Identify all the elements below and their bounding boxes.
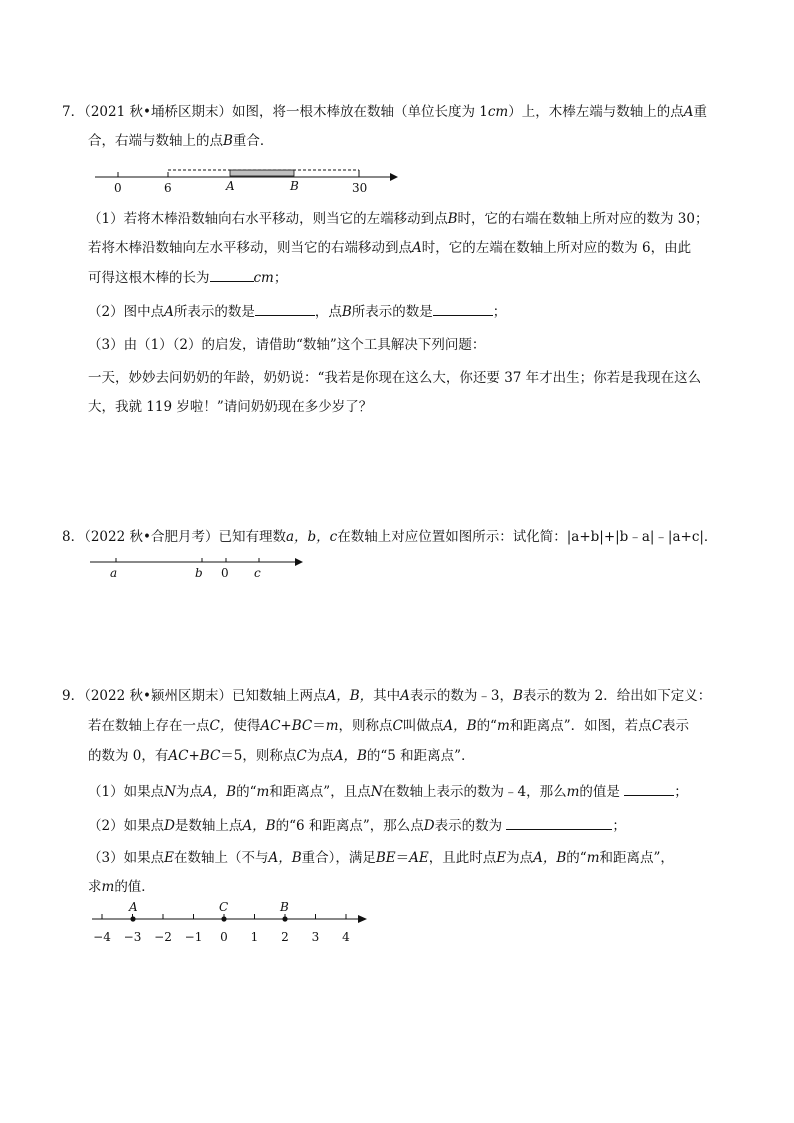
q9-part1: （1）如果点N为点A，B的“m和距离点”，且点N在数轴上表示的数为﹣4，那么m的值是 ；	[88, 781, 688, 802]
q7-tick-label-0: 0	[114, 181, 122, 195]
q9-part3-line-2: 求m的值．	[88, 879, 155, 895]
q9-tick-label: −2	[154, 930, 172, 944]
q9-dot-C	[221, 916, 226, 921]
q9-tick-label: −3	[123, 930, 142, 944]
q8-label-c: c	[254, 566, 261, 580]
q7-point-A: A	[226, 179, 235, 193]
q7-part2: （2）图中点A所表示的数是 ，点B所表示的数是 ；	[88, 301, 506, 322]
q9-axis-arrow	[358, 915, 367, 923]
q9-line-3: 的数为 0，有AC+BC＝5，则称点C为点A，B的“5 和距离点”．	[88, 748, 475, 764]
q7-part1-line-2: 若将木棒沿数轴向左水平移动，则当它的右端移动到点A时，它的左端在数轴上所对应的数为 6，由此	[88, 240, 692, 256]
q8-label-0: 0	[221, 566, 229, 580]
q7-part3-story-2: 大，我就 119 岁啦！”请问奶奶现在多少岁了？	[88, 399, 373, 415]
q7-point-B: B	[290, 179, 299, 193]
q7-part3-story-1: 一天，妙妙去问奶奶的年龄，奶奶说：“我若是你现在这么大，你还要 37 年才出生；你若是我现在这么	[88, 370, 702, 386]
q9-tick-label: 3	[311, 930, 320, 944]
q8-text: 8．（2022 秋•合肥月考）已知有理数a，b，c在数轴上对应位置如图所示：试化简：|a+b|+|b﹣a|﹣|a+c|．	[62, 529, 718, 545]
q9-point-B: B	[280, 900, 289, 914]
q7-line-2: 合，右端与数轴上的点B重合．	[88, 133, 274, 149]
q9-tick-label: 2	[281, 930, 289, 944]
q7-line-1: 7．（2021 秋•埇桥区期末）如图，将一根木棒放在数轴（单位长度为 1cm）上，木棒左端与数轴上的点A重	[62, 104, 707, 120]
q9-line-2: 若在数轴上存在一点C，使得AC+BC＝m，则称点C叫做点A，B的“m和距离点”．如图，若点C表示	[88, 718, 690, 734]
q7-tick-label-6: 6	[164, 181, 172, 195]
q9-point-C: C	[219, 900, 229, 914]
q7-part1-line-1: （1）若将木棒沿数轴向右水平移动，则当它的左端移动到点B时，它的右端在数轴上所对应的数为 30；	[88, 211, 709, 227]
q9-tick-label: 4	[342, 930, 350, 944]
q9-tick-label: −1	[184, 930, 203, 944]
q9-tick-label: 0	[220, 930, 228, 944]
q9-tick-label: −4	[93, 930, 111, 944]
q9-part3-line-1: （3）如果点E在数轴上（不与A，B重合），满足BE＝AE，且此时点E为点A，B的“m和距离点”，	[88, 850, 674, 866]
q7-tick-label-30: 30	[352, 181, 368, 195]
q9-dot-B	[282, 916, 287, 921]
q9-tick-label: 1	[250, 930, 259, 944]
q9-part2: （2）如果点D是数轴上点A，B的“6 和距离点”，那么点D表示的数为 ；	[88, 815, 626, 836]
q7-part1-line-3: 可得这根木棒的长为 cm；	[88, 267, 287, 288]
q8-label-b: b	[195, 566, 203, 580]
q9-dot-A	[130, 916, 135, 921]
q9-line-1: 9．（2022 秋•颍州区期末）已知数轴上两点A，B，其中A表示的数为﹣3，B表示的数为 2．给出如下定义：	[62, 688, 712, 704]
q7-part3: （3）由（1）（2）的启发，请借助“数轴”这个工具解决下列问题：	[88, 337, 486, 353]
q8-label-a: a	[110, 566, 118, 580]
q9-point-A: A	[129, 900, 138, 914]
